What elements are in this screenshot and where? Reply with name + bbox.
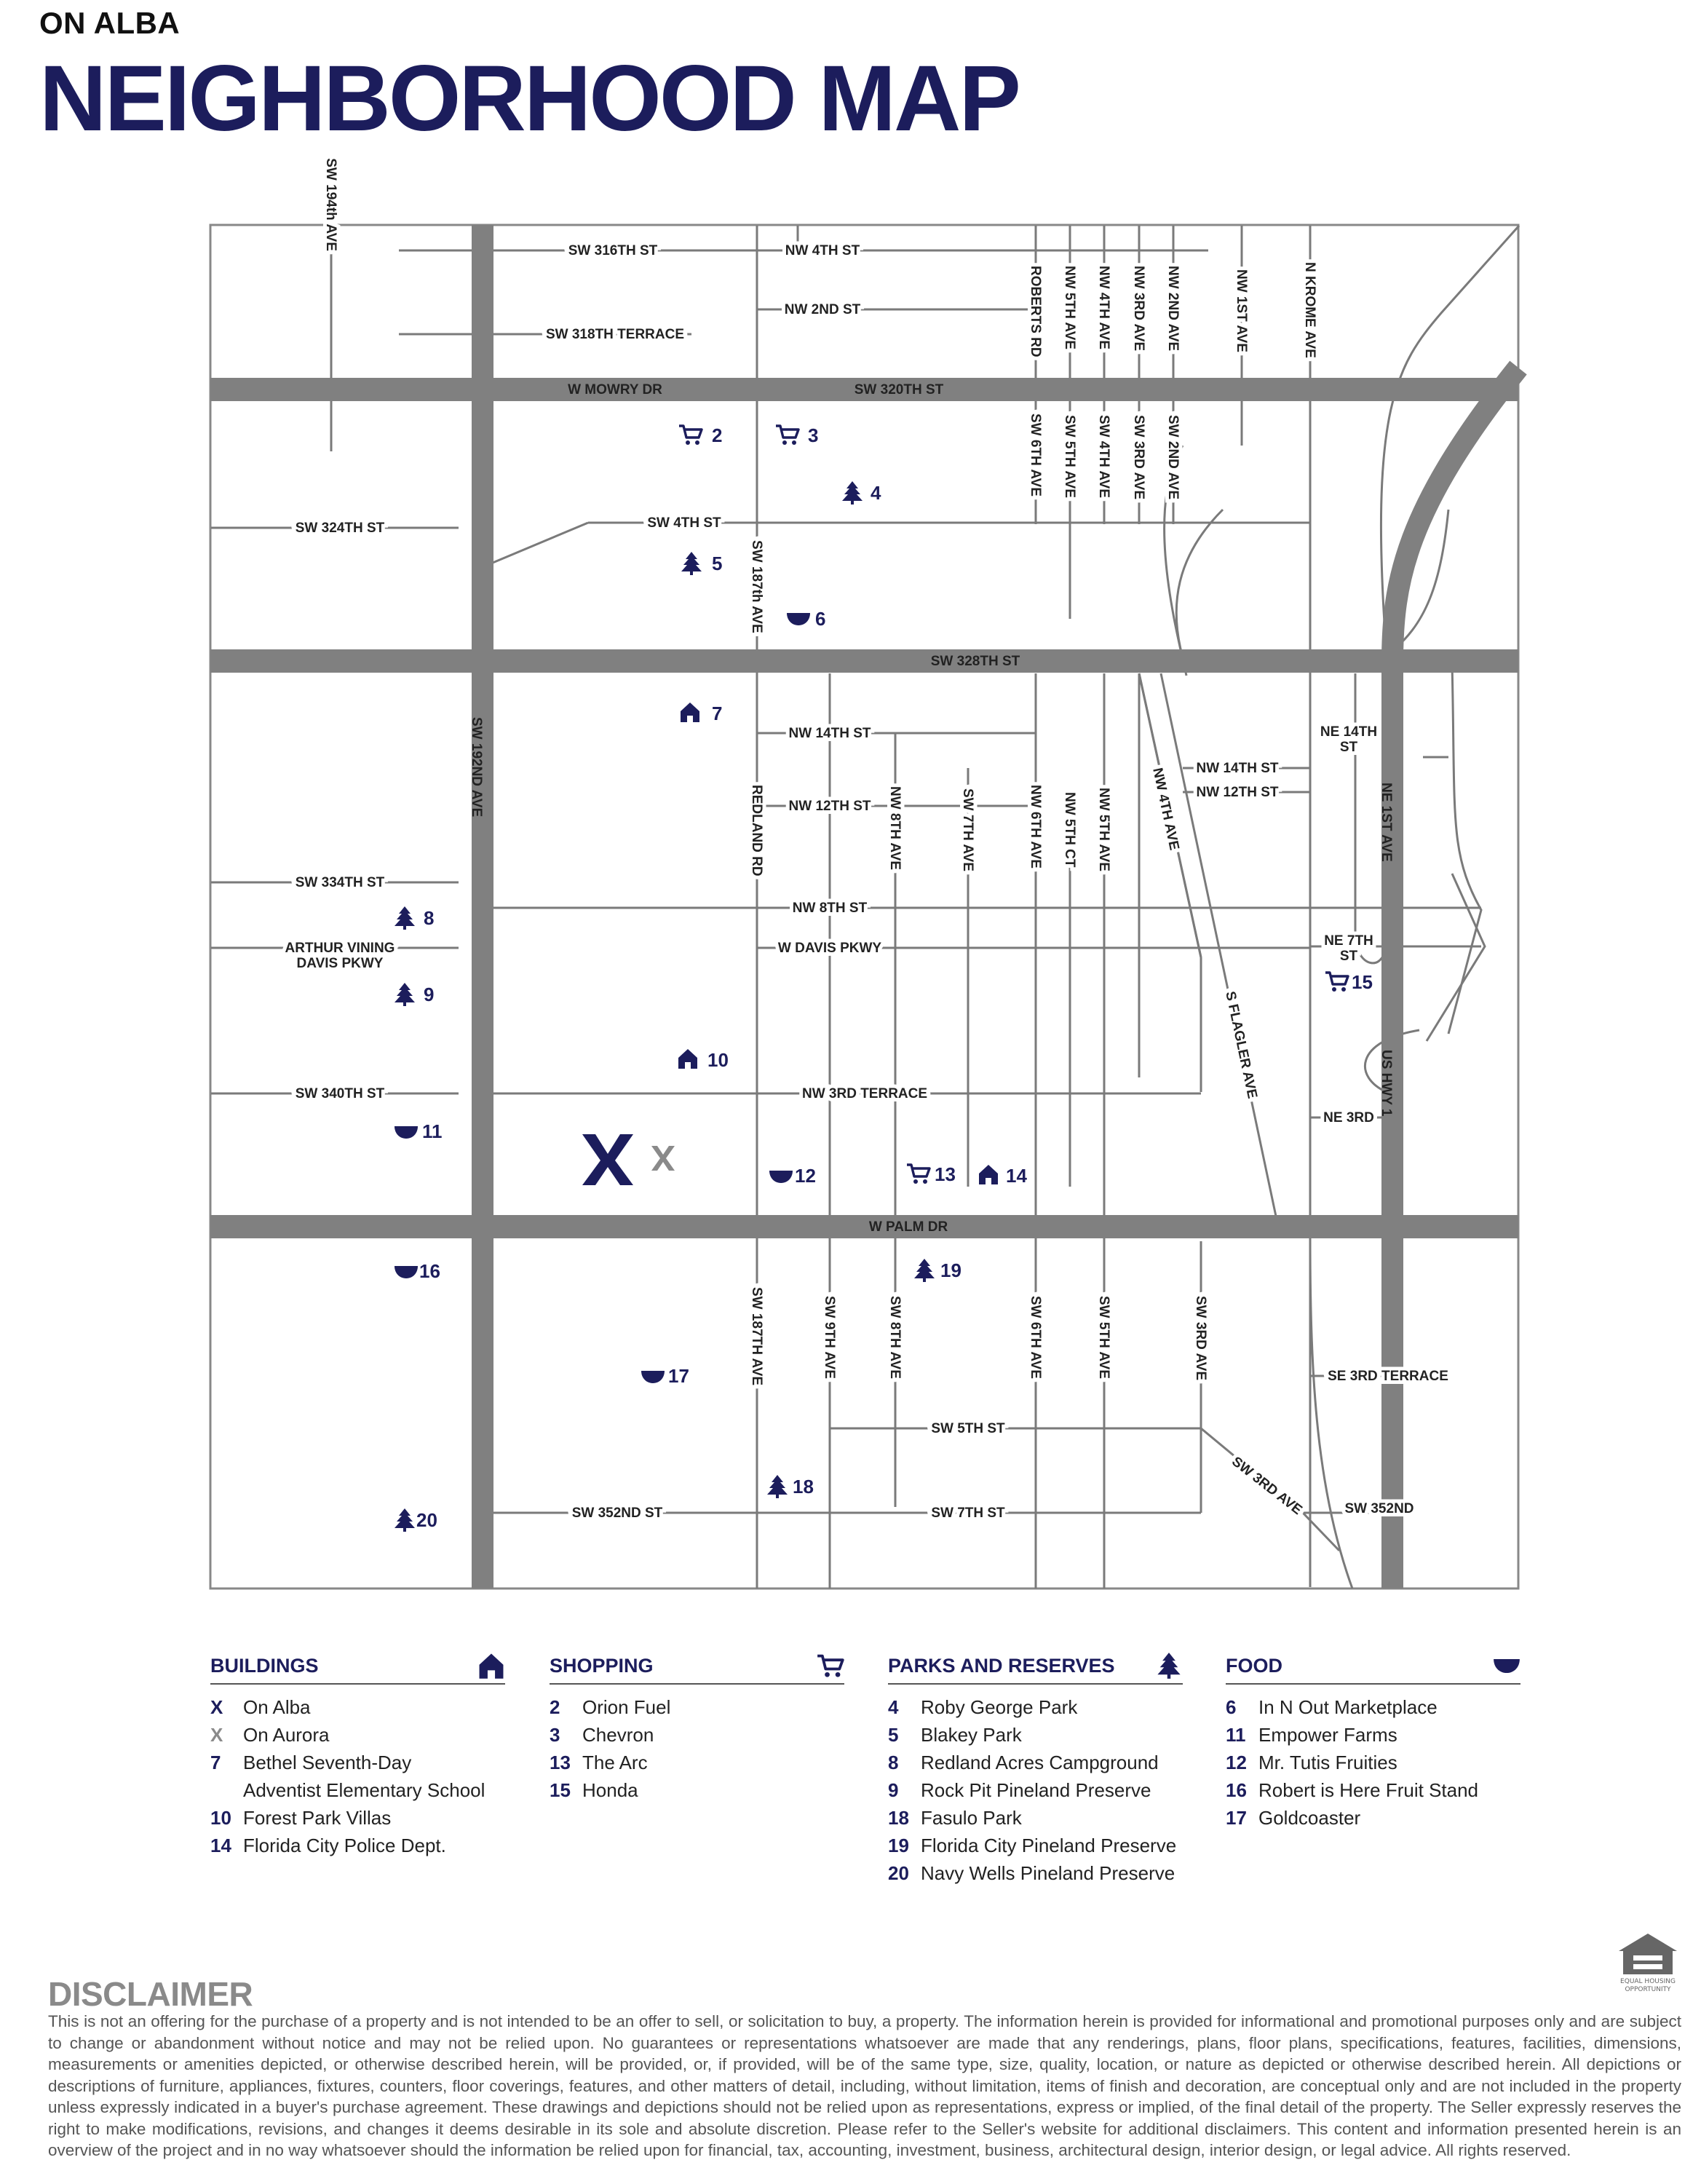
road-label: SW 4TH ST bbox=[647, 515, 721, 531]
road-label: ROBERTS RD bbox=[1028, 266, 1043, 357]
road-label: NE 1ST AVE bbox=[1379, 783, 1394, 862]
road-label: SW 192ND AVE bbox=[469, 717, 484, 818]
legend-item bbox=[888, 1804, 1183, 1832]
legend-number: 9 bbox=[888, 1779, 899, 1801]
legend-number: 18 bbox=[888, 1807, 909, 1829]
road-label: SW 5TH AVE bbox=[1062, 415, 1077, 499]
legend-number: 16 bbox=[1226, 1779, 1247, 1801]
legend-item bbox=[210, 1693, 505, 1721]
road-label: NW 3RD TERRACE bbox=[801, 1086, 928, 1101]
legend-number: X bbox=[210, 1696, 223, 1718]
legend-item bbox=[888, 1749, 1183, 1776]
road-label: SW 316TH ST bbox=[568, 243, 658, 258]
legend-shopping bbox=[550, 1651, 844, 1804]
road-label: NW 4TH AVE bbox=[1096, 266, 1111, 350]
poi-number: 11 bbox=[422, 1120, 443, 1142]
road-label: NW 12TH ST bbox=[788, 799, 871, 814]
equal-housing-logo bbox=[1611, 1929, 1684, 1995]
road-label: NW 14TH ST bbox=[788, 726, 871, 741]
road-label: SW 7TH ST bbox=[931, 1506, 1005, 1521]
legend-label: Fasulo Park bbox=[921, 1807, 1022, 1829]
road-label: NW 4TH AVE bbox=[1149, 766, 1182, 852]
road-label: SW 318TH TERRACE bbox=[545, 327, 685, 342]
road-label: SW 352ND ST bbox=[571, 1506, 663, 1521]
legend-label: Bethel Seventh-Day bbox=[243, 1752, 412, 1773]
poi-number: 19 bbox=[940, 1259, 961, 1281]
road-label: NW 6TH AVE bbox=[1028, 785, 1043, 869]
house-icon bbox=[477, 1652, 505, 1679]
road-label: NW 14TH ST bbox=[1196, 761, 1279, 776]
road-label: SE 3RD TERRACE bbox=[1328, 1369, 1448, 1384]
road-label: SW 320TH ST bbox=[854, 382, 944, 397]
legend-label: Forest Park Villas bbox=[243, 1807, 392, 1829]
legend-item bbox=[1226, 1804, 1520, 1832]
road-label: ST bbox=[1339, 949, 1358, 964]
road-label: NW 5TH AVE bbox=[1062, 266, 1077, 350]
legend-item bbox=[210, 1832, 505, 1859]
road-label: SW 187th AVE bbox=[749, 540, 764, 633]
road-label: REDLAND RD bbox=[749, 785, 764, 877]
road-label: S FLAGLER AVE bbox=[1222, 989, 1260, 1100]
road-label: SW 334TH ST bbox=[295, 875, 385, 890]
legend-number: 3 bbox=[550, 1724, 560, 1746]
legend-item bbox=[210, 1749, 505, 1776]
road-label: SW 5TH AVE bbox=[1096, 1296, 1111, 1380]
bowl-icon bbox=[1493, 1652, 1520, 1679]
legend-number: 19 bbox=[888, 1835, 909, 1856]
page-title: NEIGHBORHOOD MAP bbox=[39, 47, 1019, 151]
poi-number: 4 bbox=[871, 482, 881, 504]
legend-label: Rock Pit Pineland Preserve bbox=[921, 1779, 1151, 1801]
road-label: NW 8TH AVE bbox=[887, 786, 903, 871]
legend-item bbox=[888, 1832, 1183, 1859]
legend-number: 6 bbox=[1226, 1696, 1237, 1718]
poi-number: 20 bbox=[416, 1509, 437, 1531]
legend-label: Goldcoaster bbox=[1258, 1807, 1361, 1829]
legend-title: FOOD bbox=[1226, 1654, 1282, 1677]
legend-buildings bbox=[210, 1651, 505, 1859]
road-label: SW 7TH AVE bbox=[960, 788, 975, 872]
legend-label: Mr. Tutis Fruities bbox=[1258, 1752, 1397, 1773]
legend-label: In N Out Marketplace bbox=[1258, 1696, 1438, 1718]
legend-item bbox=[888, 1859, 1183, 1887]
legend-number: X bbox=[210, 1724, 223, 1746]
road-label: SW 6TH AVE bbox=[1028, 1296, 1043, 1380]
legend-number: 7 bbox=[210, 1752, 221, 1773]
legend-label: Chevron bbox=[582, 1724, 654, 1746]
legend-label: Roby George Park bbox=[921, 1696, 1078, 1718]
legend-number: 8 bbox=[888, 1752, 899, 1773]
poi-number: 6 bbox=[815, 608, 826, 630]
poi-number: 14 bbox=[1006, 1165, 1027, 1187]
road-label: W MOWRY DR bbox=[568, 382, 662, 397]
poi-number: 10 bbox=[707, 1049, 729, 1071]
legend-number: 10 bbox=[210, 1807, 231, 1829]
poi-number: 5 bbox=[712, 553, 723, 574]
legend-number: 4 bbox=[888, 1696, 899, 1718]
road-label: NW 5TH AVE bbox=[1096, 788, 1111, 872]
legend-number: 2 bbox=[550, 1696, 560, 1718]
legend-item bbox=[550, 1693, 844, 1721]
eho-line1: EQUAL HOUSING bbox=[1620, 1978, 1676, 1985]
legend-label: Orion Fuel bbox=[582, 1696, 671, 1718]
road-label: NE 3RD bbox=[1323, 1110, 1374, 1125]
road-label: NW 4TH ST bbox=[785, 243, 860, 258]
legend-item bbox=[210, 1804, 505, 1832]
road-label: ST bbox=[1339, 740, 1358, 755]
road-label: DAVIS PKWY bbox=[296, 956, 384, 971]
road-label: NE 14TH bbox=[1320, 724, 1378, 740]
road-label: ARTHUR VINING bbox=[285, 941, 395, 956]
legend-number: 17 bbox=[1226, 1807, 1247, 1829]
legend-number: 12 bbox=[1226, 1752, 1247, 1773]
legend-label: On Aurora bbox=[243, 1724, 330, 1746]
road-label: SW 5TH ST bbox=[931, 1421, 1005, 1436]
legend-item bbox=[1226, 1776, 1520, 1804]
road-label: SW 187TH AVE bbox=[749, 1287, 764, 1386]
road-label: SW 3RD AVE bbox=[1131, 415, 1146, 500]
legend-item bbox=[1226, 1749, 1520, 1776]
legend-item bbox=[210, 1776, 505, 1804]
legend-number: 15 bbox=[550, 1779, 571, 1801]
brand-name: ON ALBA bbox=[39, 6, 181, 40]
eho-line2: OPPORTUNITY bbox=[1625, 1986, 1671, 1993]
disclaimer-text: This is not an offering for the purchase of a property and is not intended to be an offer to sell, or solicitation to buy, a property. The information herein is provided for informational and promotional purposes only and are subject to change or abandonment without notice and may not be relied upon. No guarantees or representations whatsoever are made that any renderings, plans, floor plans, specifications, features, facilities, dimensions, measurements or amenities depicted, or otherwise described herein, will be provided, or, if provided, will be of the same type, size, quality, location, or nature as depicted or otherwise described herein. All depictions or descriptions of furniture, appliances, fixtures, counters, floor coverings, features, and other matters of detail, including, without limitation, items of finish and decoration, are conceptual only and are not included in the property unless expressly indicated in a buyer's purchase agreement. These drawings and depictions should not be relied upon as representations, express or implied, of the final detail of the property. The Seller expressly reserves the right to make modifications, revisions, and changes it deems desirable in its sole and absolute discretion. Please refer to the Seller's website for additional disclaimers. This content and information presented herein is an overview of the project and in no way whatsoever should the information be relied upon for financial, tax, accounting, investment, business, architectural design, interior design, or legal advice. All rights reserved. bbox=[48, 2012, 1681, 2159]
legend-number: 13 bbox=[550, 1752, 571, 1773]
legend-item bbox=[210, 1721, 505, 1749]
legend-label: Honda bbox=[582, 1779, 638, 1801]
legend-label: Navy Wells Pineland Preserve bbox=[921, 1862, 1175, 1884]
poi-number: 7 bbox=[712, 703, 723, 724]
legend-label: Adventist Elementary School bbox=[243, 1779, 485, 1801]
legend-item bbox=[888, 1721, 1183, 1749]
poi-number: 9 bbox=[424, 984, 435, 1005]
legend-label: Robert is Here Fruit Stand bbox=[1258, 1779, 1479, 1801]
road-label: SW 8TH AVE bbox=[887, 1296, 903, 1380]
legend-title: PARKS AND RESERVES bbox=[888, 1654, 1115, 1677]
legend-item bbox=[550, 1721, 844, 1749]
road-label: NW 2ND ST bbox=[784, 302, 861, 317]
road-label: SW 340TH ST bbox=[295, 1086, 385, 1101]
legend-label: Redland Acres Campground bbox=[921, 1752, 1159, 1773]
road-label: NW 8TH ST bbox=[792, 901, 868, 916]
road-label: SW 2ND AVE bbox=[1165, 415, 1181, 500]
legend-number: 5 bbox=[888, 1724, 899, 1746]
legend-item bbox=[888, 1693, 1183, 1721]
legend-number: 20 bbox=[888, 1862, 909, 1884]
road-label: SW 3RD AVE bbox=[1193, 1296, 1208, 1381]
legend-number bbox=[210, 1776, 243, 1804]
legend-item bbox=[550, 1749, 844, 1776]
legend-title: BUILDINGS bbox=[210, 1654, 319, 1677]
road-label: SW 6TH AVE bbox=[1028, 414, 1043, 497]
legend-label: On Alba bbox=[243, 1696, 311, 1718]
disclaimer-title: DISCLAIMER bbox=[48, 1975, 253, 2013]
legend-label: Blakey Park bbox=[921, 1724, 1022, 1746]
legend-label: Empower Farms bbox=[1258, 1724, 1397, 1746]
road-label: SW 194th AVE bbox=[323, 158, 338, 251]
poi-number: 17 bbox=[668, 1365, 689, 1387]
poi-number: 3 bbox=[808, 424, 819, 446]
road-label: US HWY 1 bbox=[1379, 1050, 1394, 1117]
road-label: NW 1ST AVE bbox=[1234, 269, 1249, 353]
legend-item bbox=[550, 1776, 844, 1804]
legend-item bbox=[1226, 1693, 1520, 1721]
tree-icon bbox=[1155, 1652, 1183, 1679]
poi-number: 15 bbox=[1352, 971, 1373, 993]
poi-number: 12 bbox=[795, 1165, 816, 1187]
cart-icon bbox=[817, 1652, 844, 1679]
road-label: SW 324TH ST bbox=[295, 521, 385, 536]
road-label: SW 9TH AVE bbox=[822, 1296, 837, 1380]
road-label: W PALM DR bbox=[868, 1219, 948, 1235]
legend-label: Florida City Police Dept. bbox=[243, 1835, 446, 1856]
legend-number: 14 bbox=[210, 1835, 231, 1856]
road-label: N KROME AVE bbox=[1302, 262, 1317, 358]
road-label: NE 7TH bbox=[1324, 933, 1373, 949]
poi-number: 2 bbox=[712, 424, 723, 446]
legend-label: Florida City Pineland Preserve bbox=[921, 1835, 1177, 1856]
road-label: SW 4TH AVE bbox=[1096, 415, 1111, 499]
legend-number: 11 bbox=[1226, 1724, 1246, 1746]
legend-food bbox=[1226, 1651, 1520, 1832]
road-label: NW 3RD AVE bbox=[1131, 266, 1146, 352]
road-label: NW 2ND AVE bbox=[1165, 266, 1181, 352]
legend-parks bbox=[888, 1651, 1183, 1887]
legend-title: SHOPPING bbox=[550, 1654, 654, 1677]
legend-item bbox=[1226, 1721, 1520, 1749]
legend-item bbox=[888, 1776, 1183, 1804]
road-label: W DAVIS PKWY bbox=[777, 941, 882, 956]
road-label: NW 5TH CT bbox=[1062, 792, 1077, 868]
poi-number: 18 bbox=[793, 1476, 814, 1497]
road-label: SW 3RD AVE bbox=[1229, 1454, 1305, 1519]
road-label: SW 328TH ST bbox=[930, 654, 1020, 669]
road-label: SW 352ND bbox=[1344, 1501, 1414, 1516]
poi-number: 8 bbox=[424, 907, 435, 929]
legend-label: The Arc bbox=[582, 1752, 648, 1773]
road-label: NW 12TH ST bbox=[1196, 785, 1279, 800]
poi-number: 13 bbox=[935, 1163, 956, 1185]
poi-number: 16 bbox=[419, 1260, 440, 1282]
